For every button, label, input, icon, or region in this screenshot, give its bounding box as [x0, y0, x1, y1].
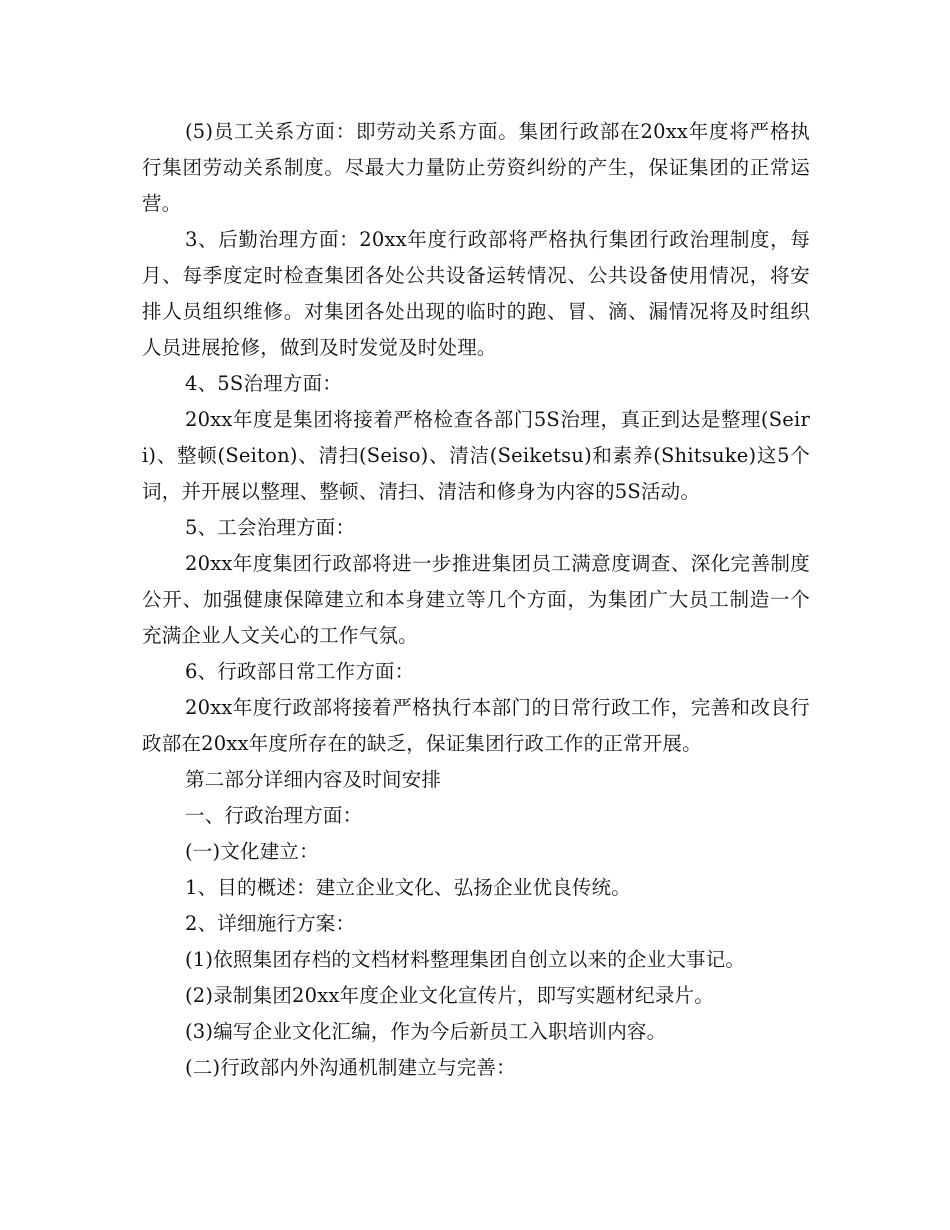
document-body	[142, 114, 810, 1086]
paragraph-employee-relations: (5)员工关系方面：即劳动关系方面。集团行政部在20xx年度将严格执行集团劳动关系制度。尽最大力量防止劳资纠纷的产生，保证集团的正常运营。	[142, 120, 810, 215]
heading-part-two: 第二部分详细内容及时间安排	[185, 768, 442, 791]
heading-communication-mechanism: (二)行政部内外沟通机制建立与完善：	[185, 1056, 516, 1079]
heading-administration: 一、行政治理方面：	[185, 804, 363, 827]
paragraph-purpose: 1、目的概述：建立企业文化、弘扬企业优良传统。	[185, 876, 632, 899]
heading-culture-building: (一)文化建立：	[185, 840, 319, 863]
list-item-2: (2)录制集团20xx年度企业文化宣传片，即写实题材纪录片。	[185, 984, 714, 1007]
heading-implementation-plan: 2、详细施行方案：	[185, 912, 356, 935]
paragraph-5s-management: 20xx年度是集团将接着严格检查各部门5S治理，真正到达是整理(Seiri)、整顿(Seiton)、清扫(Seiso)、清洁(Seiketsu)和素养(Shitsuke)这5个词，并开展以整理、整顿、清扫、清洁和修身为内容的5S活动。	[142, 408, 810, 503]
heading-5s-management: 4、5S治理方面：	[185, 372, 342, 395]
paragraph-daily-work: 20xx年度行政部将接着严格执行本部门的日常行政工作，完善和改良行政部在20xx年度所存在的缺乏，保证集团行政工作的正常开展。	[142, 696, 810, 755]
paragraph-union-management: 20xx年度集团行政部将进一步推进集团员工满意度调查、深化完善制度公开、加强健康保障建立和本身建立等几个方面，为集团广大员工制造一个充满企业人文关心的工作气氛。	[142, 552, 810, 647]
list-item-1: (1)依照集团存档的文档材料整理集团自创立以来的企业大事记。	[185, 948, 746, 971]
heading-union-management: 5、工会治理方面：	[185, 516, 356, 539]
paragraph-logistics-management: 3、后勤治理方面：20xx年度行政部将严格执行集团行政治理制度，每月、每季度定时检查集团各处公共设备运转情况、公共设备使用情况，将安排人员组织维修。对集团各处出现的临时的跑、冒、滴、漏情况将及时组织人员进展抢修，做到及时发觉及时处理。	[142, 228, 810, 359]
heading-daily-work: 6、行政部日常工作方面：	[185, 660, 415, 683]
list-item-3: (3)编写企业文化汇编，作为今后新员工入职培训内容。	[185, 1020, 667, 1043]
